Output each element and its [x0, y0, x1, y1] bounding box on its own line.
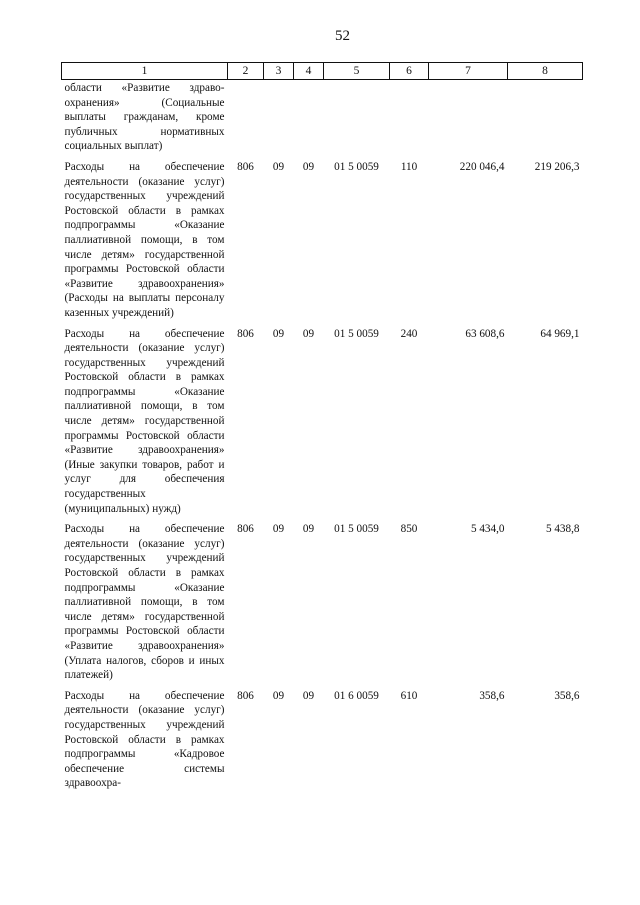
table-row — [62, 522, 583, 689]
subsection-code: 09 — [302, 523, 315, 536]
col-header-2: 2 — [228, 63, 264, 80]
amount-year-1: 220 046,4 — [459, 160, 505, 173]
table-row — [62, 327, 583, 523]
amount-year-2: 219 206,3 — [534, 160, 580, 173]
col-header-3: 3 — [264, 63, 294, 80]
col-header-6: 6 — [390, 63, 429, 80]
section-code: 09 — [272, 689, 285, 702]
row-description: Расходы на обеспечение деятельности (оказание услуг) государственных учреждений Ростовской области в рамках подпрограммы «Кадровое обеспечение системы здравоохра- — [64, 689, 225, 790]
expense-type-code: 110 — [400, 160, 418, 173]
section-code: 09 — [272, 523, 285, 536]
amount-year-1: 63 608,6 — [465, 327, 505, 340]
continuation-description: области «Развитие здраво-охранения» (Социальные выплаты гражданам, кроме публичных нормативных социальных выплат) — [64, 82, 225, 153]
row-description: Расходы на обеспечение деятельности (оказание услуг) государственных учреждений Ростовской области в рамках подпрограммы «Оказание паллиативной помощи, в том числе детям» государственной программы Ростовской области «Развитие здравоохранения» (Уплата налогов, сборов и иных платежей) — [64, 523, 225, 682]
table-row — [62, 689, 583, 797]
col-header-8: 8 — [508, 63, 583, 80]
col-header-5: 5 — [324, 63, 390, 80]
amount-year-2: 5 438,8 — [545, 523, 580, 536]
col-header-7: 7 — [429, 63, 508, 80]
table-row — [62, 160, 583, 327]
ministry-code: 806 — [237, 523, 254, 536]
column-number-header — [62, 63, 583, 80]
col-header-1: 1 — [62, 63, 228, 80]
amount-year-2: 64 969,1 — [540, 327, 580, 340]
ministry-code: 806 — [237, 160, 254, 173]
amount-year-2: 358,6 — [554, 689, 580, 702]
expense-type-code: 850 — [400, 523, 418, 536]
expense-type-code: 610 — [400, 689, 418, 702]
amount-year-1: 5 434,0 — [470, 523, 505, 536]
row-description: Расходы на обеспечение деятельности (оказание услуг) государственных учреждений Ростовской области в рамках подпрограммы «Оказание паллиативной помощи, в том числе детям» государственной программы Ростовской области «Развитие здравоохранения» (Расходы на выплаты персоналу казенных учреждений) — [64, 160, 225, 319]
section-code: 09 — [272, 327, 285, 340]
budget-table — [61, 62, 583, 797]
ministry-code: 806 — [237, 327, 254, 340]
amount-year-1: 358,6 — [479, 689, 505, 702]
ministry-code: 806 — [237, 689, 254, 702]
target-article-code: 01 5 0059 — [334, 160, 379, 173]
page-number: 52 — [335, 28, 350, 44]
subsection-code: 09 — [302, 327, 315, 340]
row-description: Расходы на обеспечение деятельности (оказание услуг) государственных учреждений Ростовской области в рамках подпрограммы «Оказание паллиативной помощи, в том числе детям» государственной программы Ростовской области «Развитие здравоохранения» (Иные закупки товаров, работ и услуг для обеспечения государственных (муниципальных) нужд) — [64, 327, 225, 515]
section-code: 09 — [272, 160, 285, 173]
col-header-4: 4 — [294, 63, 324, 80]
target-article-code: 01 6 0059 — [334, 689, 379, 702]
subsection-code: 09 — [302, 689, 315, 702]
target-article-code: 01 5 0059 — [334, 327, 379, 340]
target-article-code: 01 5 0059 — [334, 523, 379, 536]
expense-type-code: 240 — [400, 327, 418, 340]
continuation-row — [62, 80, 583, 160]
subsection-code: 09 — [302, 160, 315, 173]
